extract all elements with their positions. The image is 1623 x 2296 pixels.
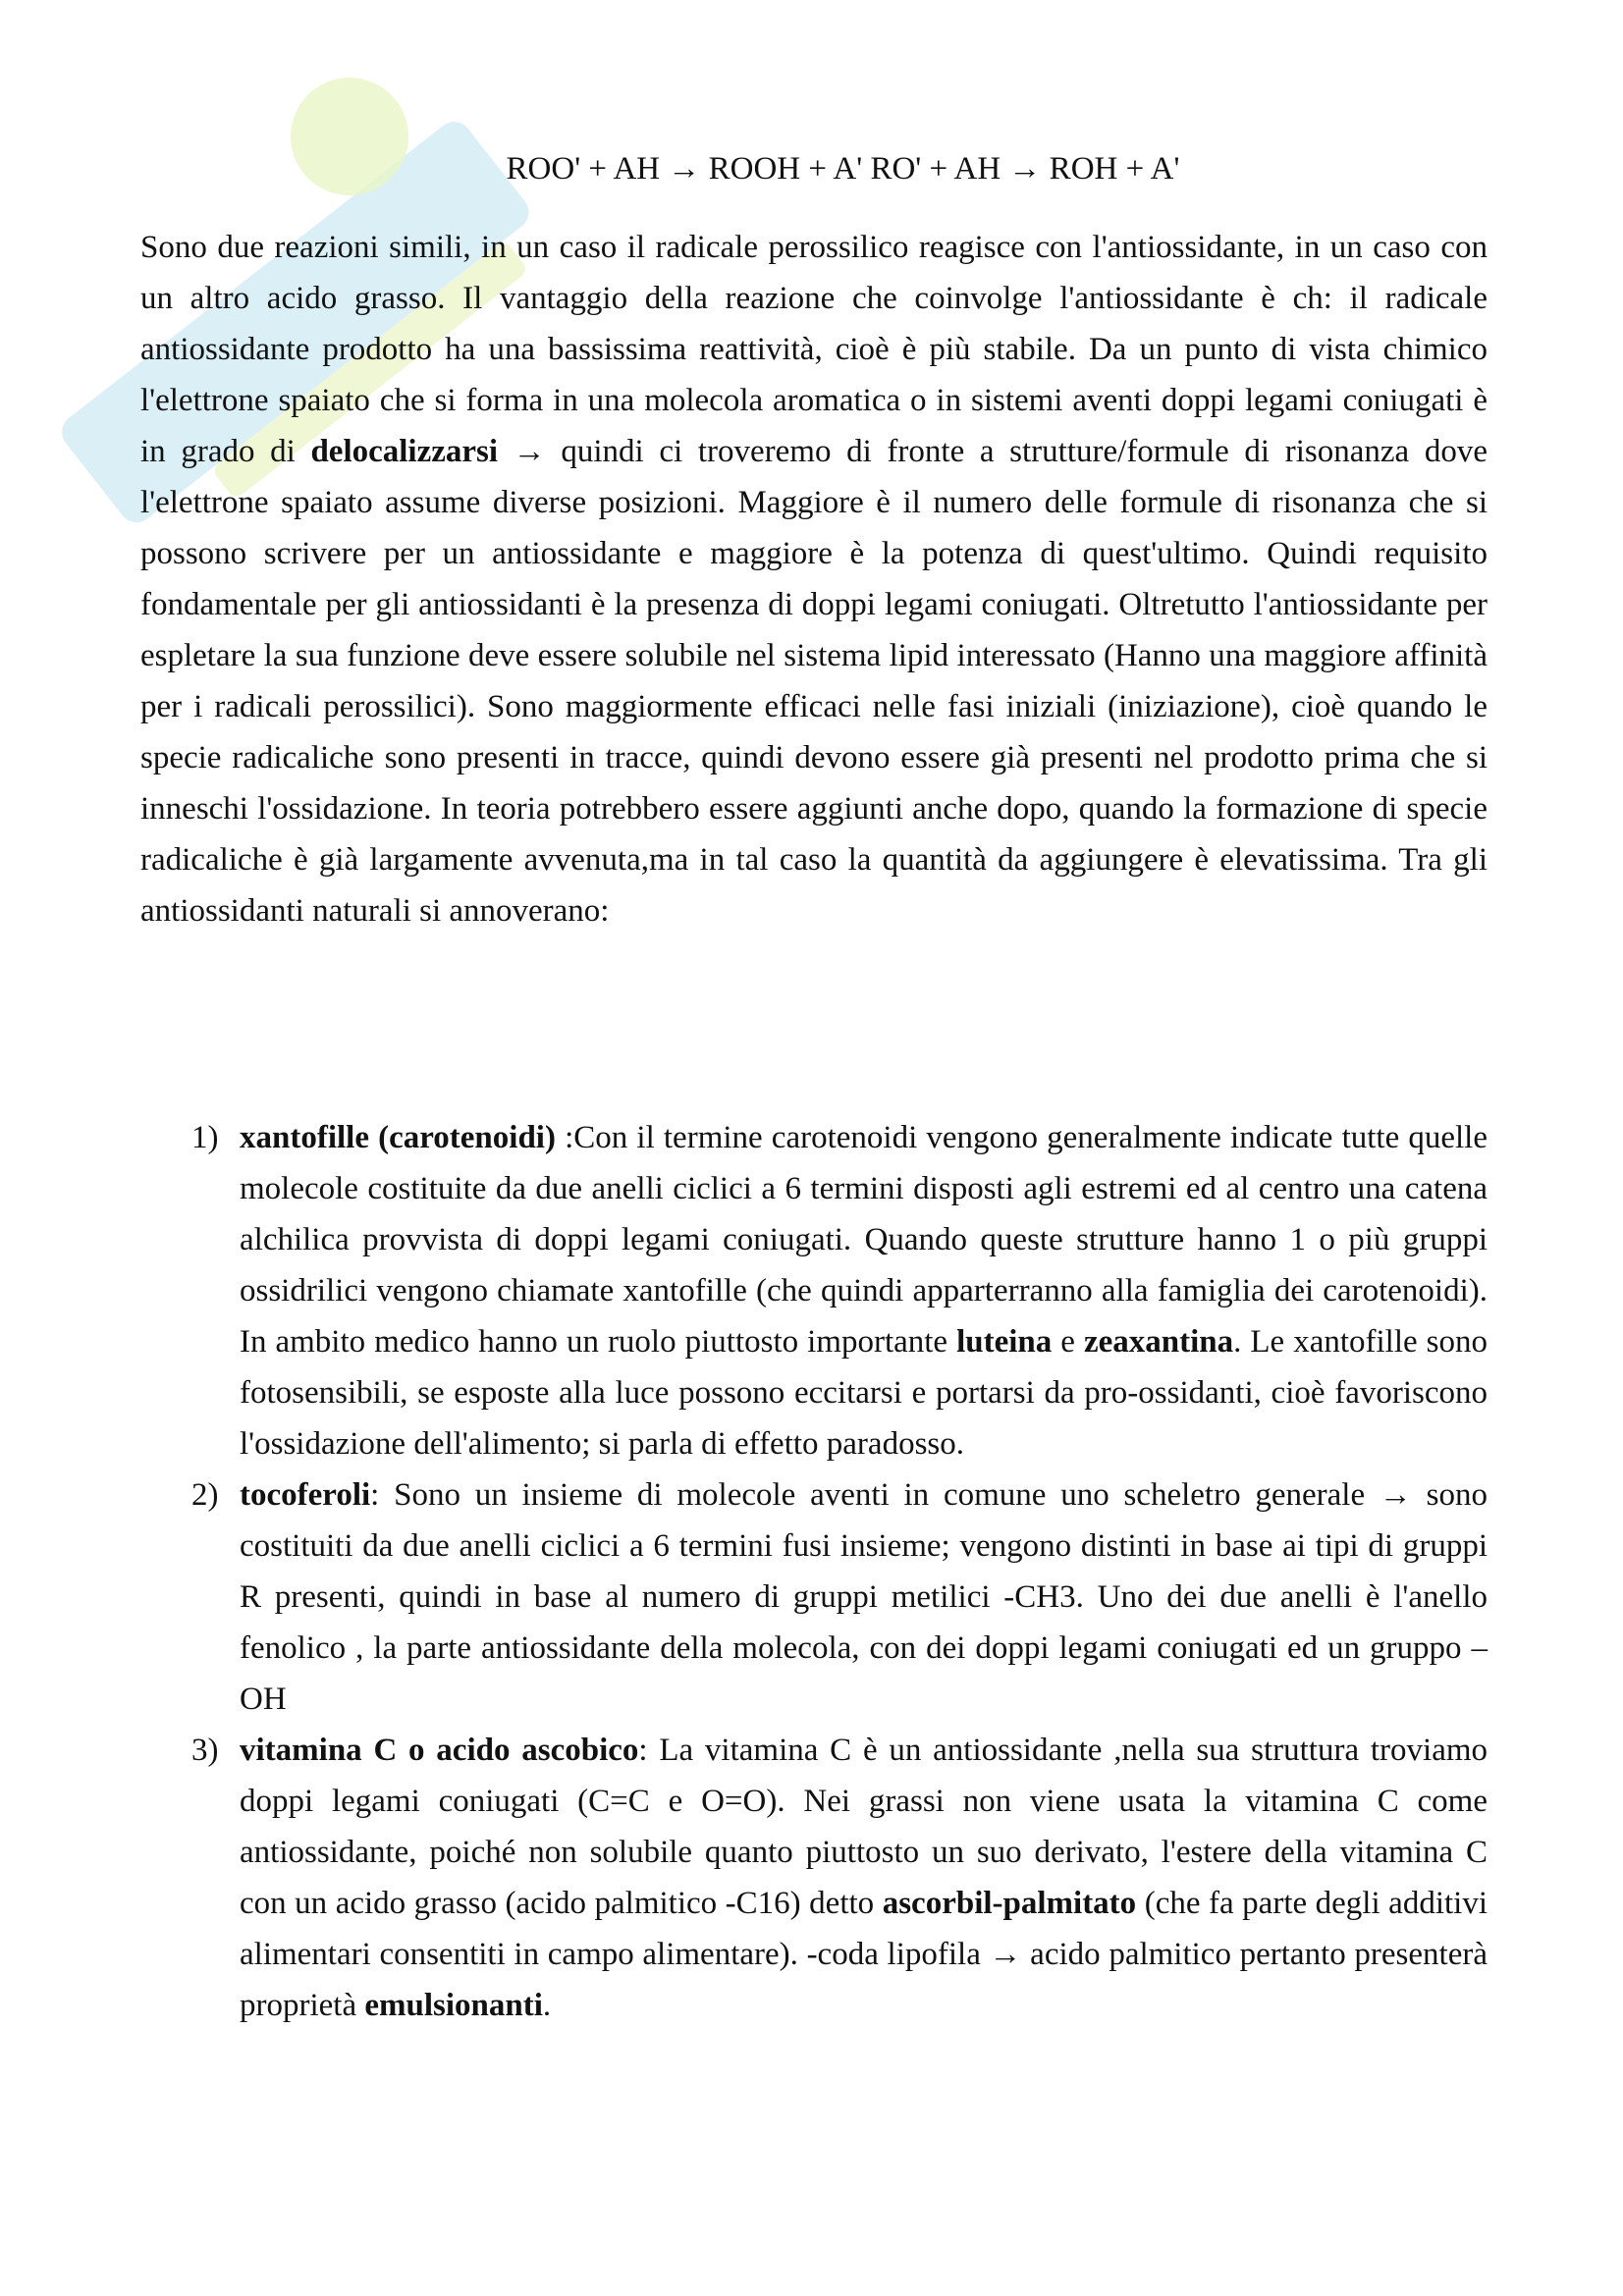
term-xantofille: xantofille (carotenoidi) <box>240 1120 556 1155</box>
term-ascorbil-palmitato: ascorbil-palmitato <box>882 1886 1137 1921</box>
term-delocalizzarsi: delocalizzarsi <box>310 434 499 469</box>
term-tocoferoli: tocoferoli <box>240 1477 371 1513</box>
paragraph-text: Sono due reazioni simili, in un caso il radicale perossilico reagisce con l'antiossidante, in un caso con un altro acido grasso. Il vantaggio della reazione che coinvolge l'antiossidante è ch: il radicale antiossidante prodotto ha una bassissima reattività, cioè è più stabile. Da un punto di vista chimico l'elettrone spaiato che si forma in una molecola aromatica o in sistemi aventi doppi legami coniugati è in grado di <box>140 230 1488 469</box>
term-luteina: luteina <box>956 1324 1053 1360</box>
term-vitamina-c: vitamina C o acido ascobico <box>240 1733 639 1768</box>
list-number: 3) <box>191 1733 219 1768</box>
paragraph-text: → quindi ci troveremo di fronte a strutture/formule di risonanza dove l'elettrone spaiato assume diverse posizioni. Maggiore è il numero delle formule di risonanza che si possono scrivere per un antiossidante e maggiore è la potenza di quest'ultimo. Quindi requisito fondamentale per gli antiossidanti è la presenza di doppi legami coniugati. Oltretutto l'antiossidante per espletare la sua funzione deve essere solubile nel sistema lipid interessato (Hanno una maggiore affinità per i radicali perossilici). Sono maggiormente efficaci nelle fasi iniziali (iniziazione), cioè quando le specie radicaliche sono presenti in tracce, quindi devono essere già presenti nel prodotto prima che si inneschi l'ossidazione. In teoria potrebbero essere aggiunti anche dopo, quando la formazione di specie radicaliche è già largamente avvenuta,ma in tal caso la quantità da aggiungere è elevatissima. Tra gli antiossidanti naturali si annoverano: <box>140 434 1488 929</box>
list-text: e <box>1052 1324 1084 1360</box>
intro-paragraph <box>140 222 1488 936</box>
list-item-vitamina-c <box>140 1725 1488 2031</box>
reaction-equation: ROO' + AH → ROOH + A' RO' + AH → ROH + A' <box>506 151 1180 187</box>
list-text: (che fa parte degli additivi alimentari consentiti in campo alimentare). -coda lipofila → acido palmitico pertanto presenterà proprietà <box>240 1886 1488 2023</box>
list-text: : La vitamina C è un antiossidante ,nella sua struttura troviamo doppi legami coniugati (C=C e O=O). Nei grassi non viene usata la vitamina C come antiossidante, poiché non solubile quanto piuttosto un suo derivato, l'estere della vitamina C con un acido grasso (acido palmitico -C16) detto <box>240 1733 1488 1921</box>
list-item-xantofille <box>140 1112 1488 1469</box>
antioxidant-list <box>140 1112 1488 2031</box>
list-text: . <box>542 1988 552 2023</box>
list-text: :Con il termine carotenoidi vengono generalmente indicate tutte quelle molecole costituite da due anelli ciclici a 6 termini disposti agli estremi ed al centro una catena alchilica provvista di doppi legami coniugati. Quando queste strutture hanno 1 o più gruppi ossidrilici vengono chiamate xantofille (che quindi apparterranno alla famiglia dei carotenoidi). In ambito medico hanno un ruolo piuttosto importante <box>240 1120 1488 1360</box>
list-number: 1) <box>191 1120 219 1155</box>
list-text: . Le xantofille sono fotosensibili, se esposte alla luce possono eccitarsi e portarsi da pro-ossidanti, cioè favoriscono l'ossidazione dell'alimento; si parla di effetto paradosso. <box>240 1324 1488 1462</box>
list-number: 2) <box>191 1477 219 1513</box>
term-emulsionanti: emulsionanti <box>364 1988 543 2023</box>
list-item-tocoferoli <box>140 1469 1488 1725</box>
term-zeaxantina: zeaxantina <box>1083 1324 1234 1360</box>
list-text: : Sono un insieme di molecole aventi in comune uno scheletro generale → sono costituiti da due anelli ciclici a 6 termini fusi insieme; vengono distinti in base ai tipi di gruppi R presenti, quindi in base al numero di gruppi metilici -CH3. Uno dei due anelli è l'anello fenolico , la parte antiossidante della molecola, con dei doppi legami coniugati ed un gruppo –OH <box>240 1477 1488 1717</box>
